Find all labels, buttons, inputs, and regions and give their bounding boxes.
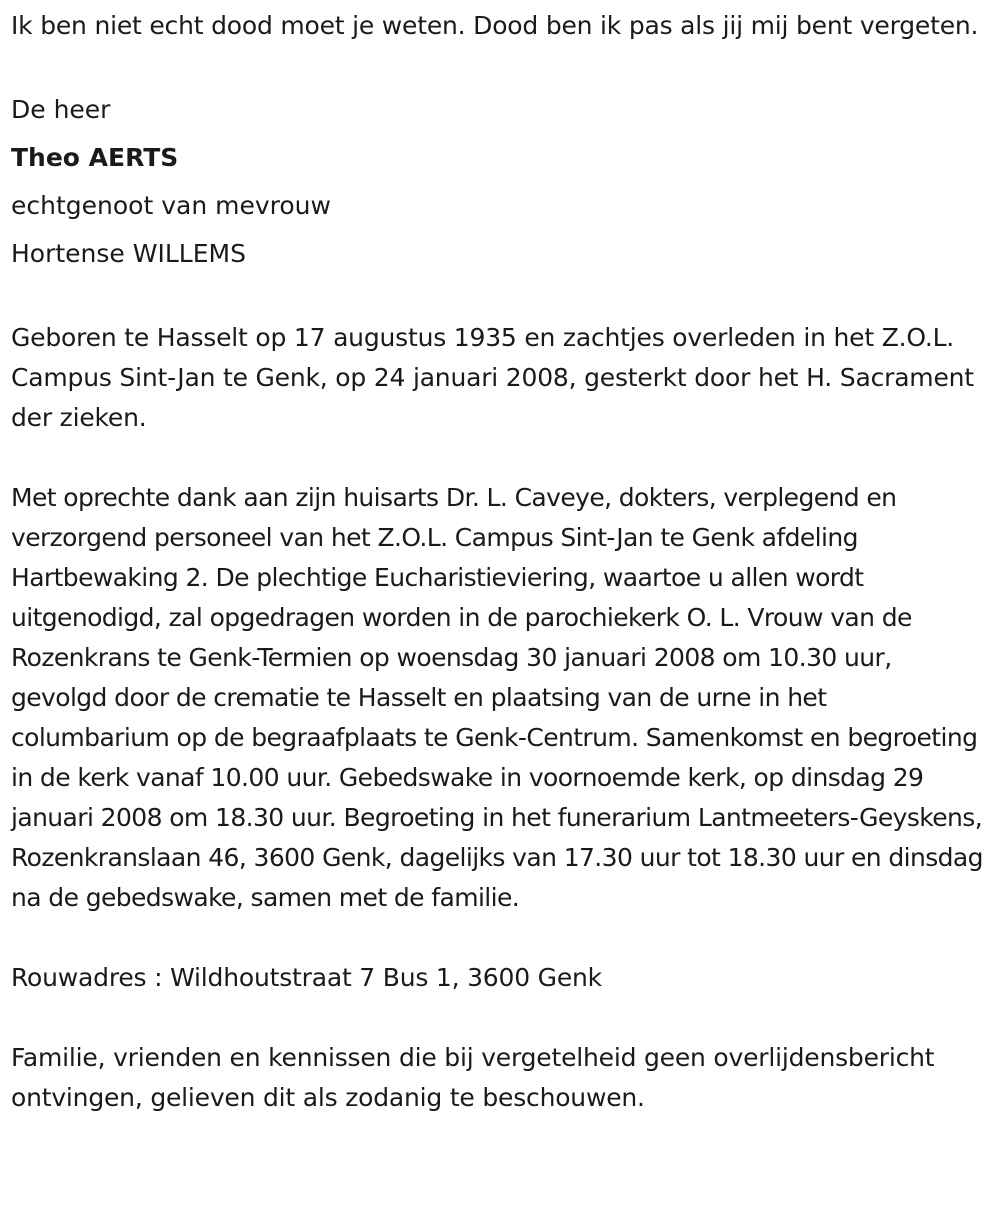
motto-text: Ik ben niet echt dood moet je weten. Dood ben ik pas als jij mij bent vergeten. — [11, 11, 979, 40]
spacer — [11, 278, 990, 318]
spacer — [11, 998, 990, 1038]
deceased-name: Theo AERTS — [11, 143, 179, 172]
birth-death-paragraph: Geboren te Hasselt op 17 augustus 1935 en zachtjes overleden in het Z.O.L. Campus Sint-Jan te Genk, op 24 januari 2008, gesterkt door het H. Sacrament der zieken. — [11, 323, 974, 432]
closing-paragraph: Familie, vrienden en kennissen die bij vergetelheid geen overlijdensbericht ontvingen, gelieven dit als zodanig te beschouwen. — [11, 1043, 935, 1112]
mourning-address: Rouwadres : Wildhoutstraat 7 Bus 1, 3600 Genk — [11, 963, 602, 992]
spacer — [11, 918, 990, 958]
relation-text: echtgenoot van mevrouw — [11, 191, 331, 220]
spouse-name: Hortense WILLEMS — [11, 239, 246, 268]
spacer — [11, 438, 990, 478]
ceremony-paragraph: Met oprechte dank aan zijn huisarts Dr. L. Caveye, dokters, verplegend en verzorgend personeel van het Z.O.L. Campus Sint-Jan te Genk afdeling Hartbewaking 2. De plechtige Eucharistieviering, waartoe u allen wordt uitgenodigd, zal opgedragen worden in de parochiekerk O. L. Vrouw van de Rozenkrans te Genk-Termien op woensdag 30 januari 2008 om 10.30 uur, gevolgd door de crematie te Hasselt en plaatsing van de urne in het columbarium op de begraafplaats te Genk-Centrum. Samenkomst en begroeting in de kerk vanaf 10.00 uur. Gebedswake in voornoemde kerk, op dinsdag 29 januari 2008 om 18.30 uur. Begroeting in het funerarium Lantmeeters-Geyskens, Rozenkranslaan 46, 3600 Genk, dagelijks van 17.30 uur tot 18.30 uur en dinsdag na de gebedswake, samen met de familie. — [11, 483, 983, 912]
deceased-block — [11, 86, 990, 278]
spacer — [11, 46, 990, 86]
salutation: De heer — [11, 95, 111, 124]
